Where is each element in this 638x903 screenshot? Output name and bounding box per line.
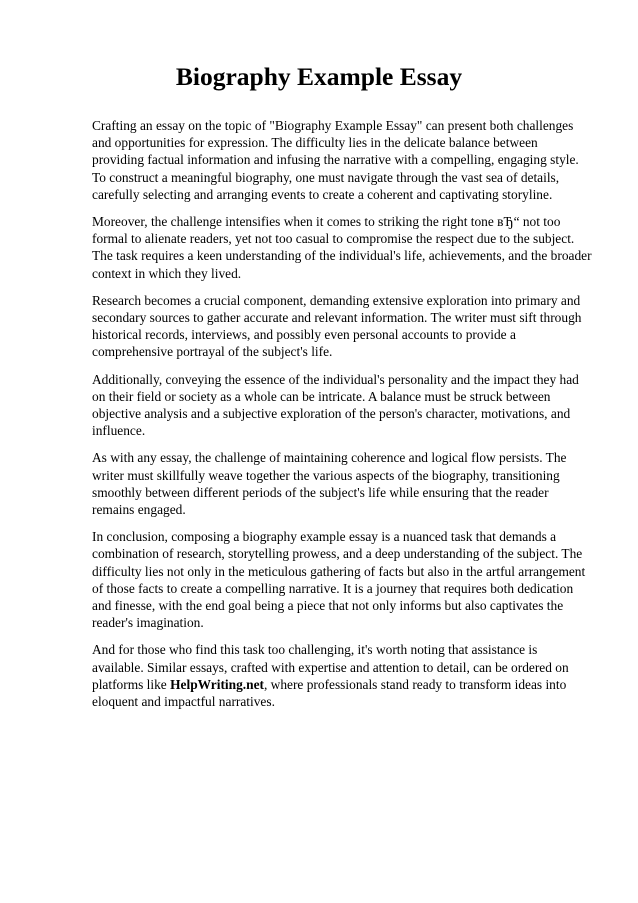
paragraph-3: Research becomes a crucial component, demanding extensive exploration into primary and secondary sources to gather accurate and relevant information. The writer must sift through historical records, interviews, and possibly even personal accounts to provide a comprehensive portrayal of the subject's life. [92,292,582,360]
helpwriting-link[interactable]: HelpWriting.net [170,676,264,692]
closing-paragraph [92,641,592,710]
paragraph-6: In conclusion, composing a biography example essay is a nuanced task that demands a combination of research, storytelling prowess, and a deep understanding of the subject. The difficulty lies not only in the meticulous gathering of facts but also in the artful arrangement of those facts to create a compelling narrative. It is a journey that requires both dedication and finesse, with the end goal being a piece that not only informs but also captivates the reader's imagination. [92,529,586,631]
paragraph-5: As with any essay, the challenge of maintaining coherence and logical flow persists. The writer must skillfully weave together the various aspects of the biography, transitioning smoothly between different periods of the subject's life while ensuring that the reader remains engaged. [92,450,567,518]
closing-text-after: , where professionals stand ready to transform ideas into eloquent and impactful narratives. [92,676,567,710]
closing-text-before: And for those who find this task too challenging, it's worth noting that assistance is available. Similar essays, crafted with expertise and attention to detail, can be ordered on platforms like [92,642,569,692]
paragraph-4: Additionally, conveying the essence of the individual's personality and the impact they had on their field or society as a whole can be intricate. A balance must be struck between objective analysis and a subjective exploration of the person's character, motivations, and influence. [92,371,579,439]
paragraph-2: Moreover, the challenge intensifies when it comes to striking the right tone вЂ“ not too formal to alienate readers, yet not too casual to compromise the respect due to the subject. The task requires a keen understanding of the individual's life, achievements, and the broader context in which they lived. [92,214,592,281]
document-title: Biography Example Essay [175,62,463,91]
paragraph-1: Crafting an essay on the topic of "Biography Example Essay" can present both challenges and opportunities for expression. The difficulty lies in the delicate balance between providing factual information and infusing the narrative with a compelling, engaging style. To construct a meaningful biography, one must navigate through the vast sea of details, carefully selecting and arranging events to create a coherent and captivating storyline. [92,118,579,202]
